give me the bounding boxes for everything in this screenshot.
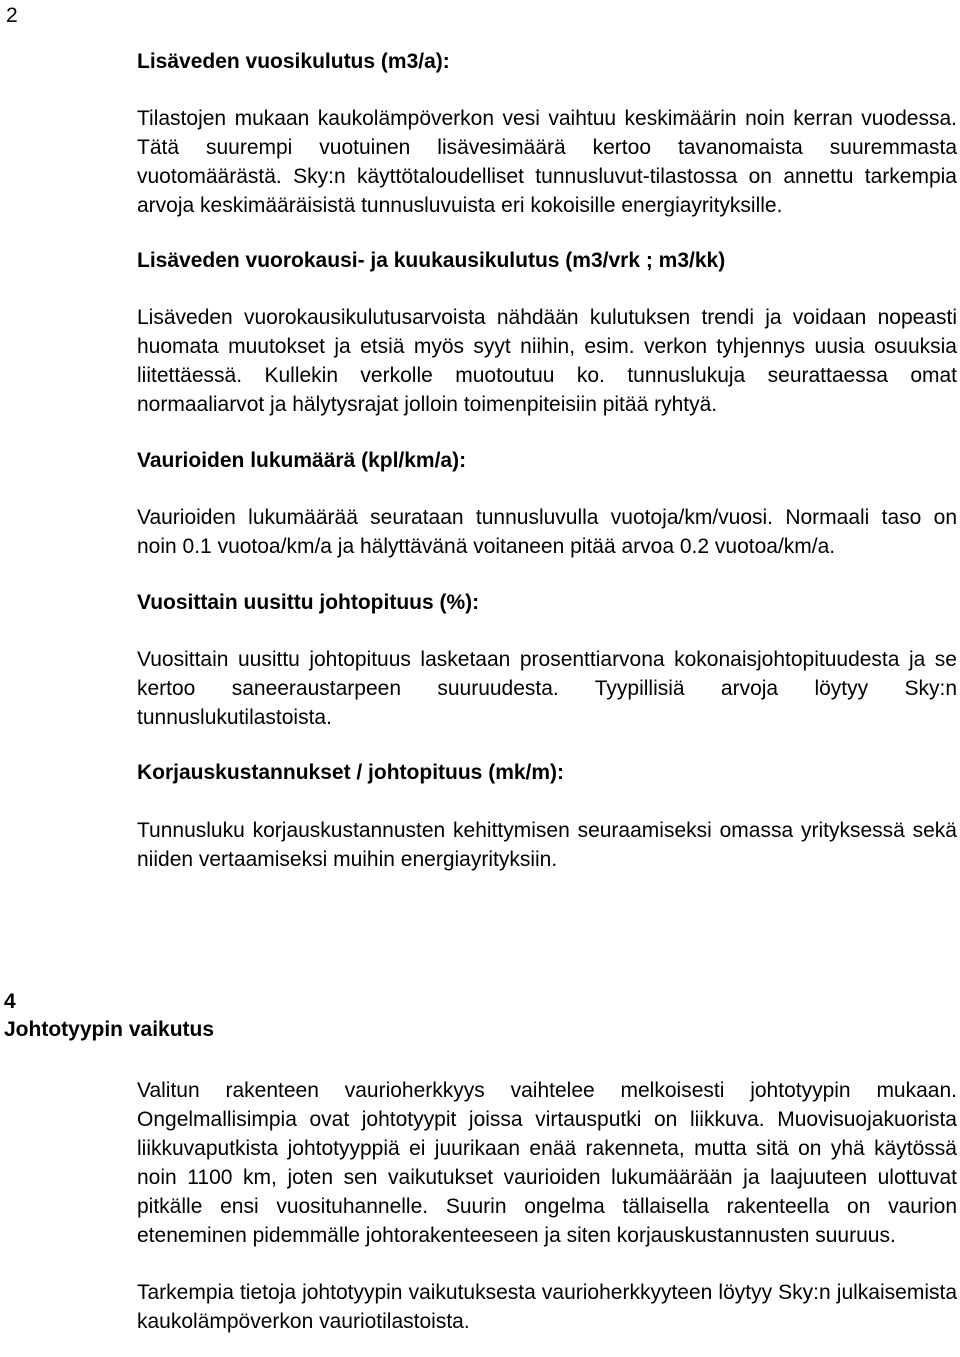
section-text-vaurioiden-lukumaara: Vaurioiden lukumäärää seurataan tunnusluvulla vuotoja/km/vuosi. Normaali taso on noin 0.1 vuotoa/km/a ja hälyttävänä voitaneen pitää arvoa 0.2 vuotoa/km/a. — [137, 506, 957, 558]
section-heading-vaurioiden-lukumaara: Vaurioiden lukumäärä (kpl/km/a): — [137, 449, 467, 472]
section-heading-vuorokausikulutus: Lisäveden vuorokausi- ja kuukausikulutus (m3/vrk ; m3/kk) — [137, 249, 726, 272]
chapter-number: 4 — [4, 990, 16, 1013]
chapter-body — [137, 1076, 957, 1336]
section-text-vuorokausikulutus: Lisäveden vuorokausikulutusarvoista nähdään kulutuksen trendi ja voidaan nopeasti huomata muutokset ja etsiä myös syyt niihin, esim. verkon tyhjennys uusia osuuksia liitettäessä. Kullekin verkolle muotoutuu ko. tunnuslukuja seurattaessa omat normaaliarvot ja hälytysrajat jolloin toimenpiteisiin pitää ryhtyä. — [137, 306, 957, 416]
section-heading-korjauskustannukset: Korjauskustannukset / johtopituus (mk/m): — [137, 761, 565, 784]
section-text-korjauskustannukset: Tunnusluku korjauskustannusten kehittymisen seuraamiseksi omassa yrityksessä sekä niiden vertaamiseksi muihin energiayrityksiin. — [137, 819, 957, 871]
chapter-paragraph: Valitun rakenteen vaurioherkkyys vaihtelee melkoisesti johtotyypin mukaan. Ongelmallisimpia ovat johtotyypit joissa virtausputki on liikkuva. Muovisuojakuorista liikkuvaputkista johtotyyppiä ei juurikaan enää rakenneta, mutta sitä on yhä käytössä noin 1100 km, joten sen vaikutukset vaurioiden lukumäärään ja laajuuteen ulottuvat pitkälle ensi vuosituhannelle. Suurin ongelma tällaisella rakenteella on vaurion eteneminen pidemmälle johtorakenteeseen ja siten korjauskustannusten suuruus. — [137, 1079, 957, 1247]
section-text-lisaveden-vuosikulutus: Tilastojen mukaan kaukolämpöverkon vesi vaihtuu keskimäärin noin kerran vuodessa. Tätä suurempi vuotuinen lisävesimäärä kertoo tavanomaista suuremmasta vuotomäärästä. Sky:n käyttötaloudelliset tunnusluvut-tilastossa on annettu tarkempia arvoja keskimääräisistä tunnusluvuista eri kokoisille energiayrityksille. — [137, 107, 957, 217]
section-text-uusittu-johtopituus: Vuosittain uusittu johtopituus lasketaan prosenttiarvona kokonaisjohtopituudesta ja se kertoo saneeraustarpeen suuruudesta. Tyypillisiä arvoja löytyy Sky:n tunnuslukutilastoista. — [137, 648, 957, 729]
section-heading-uusittu-johtopituus: Vuosittain uusittu johtopituus (%): — [137, 591, 480, 614]
chapter-heading — [4, 988, 214, 1044]
document-body — [137, 48, 957, 874]
section-heading-lisaveden-vuosikulutus: Lisäveden vuosikulutus (m3/a): — [137, 50, 450, 73]
chapter-paragraph: Tarkempia tietoja johtotyypin vaikutuksesta vaurioherkkyyteen löytyy Sky:n julkaisemista kaukolämpöverkon vauriotilastoista. — [137, 1281, 957, 1333]
chapter-title: Johtotyypin vaikutus — [4, 1018, 215, 1041]
page-number: 2 — [6, 4, 18, 27]
